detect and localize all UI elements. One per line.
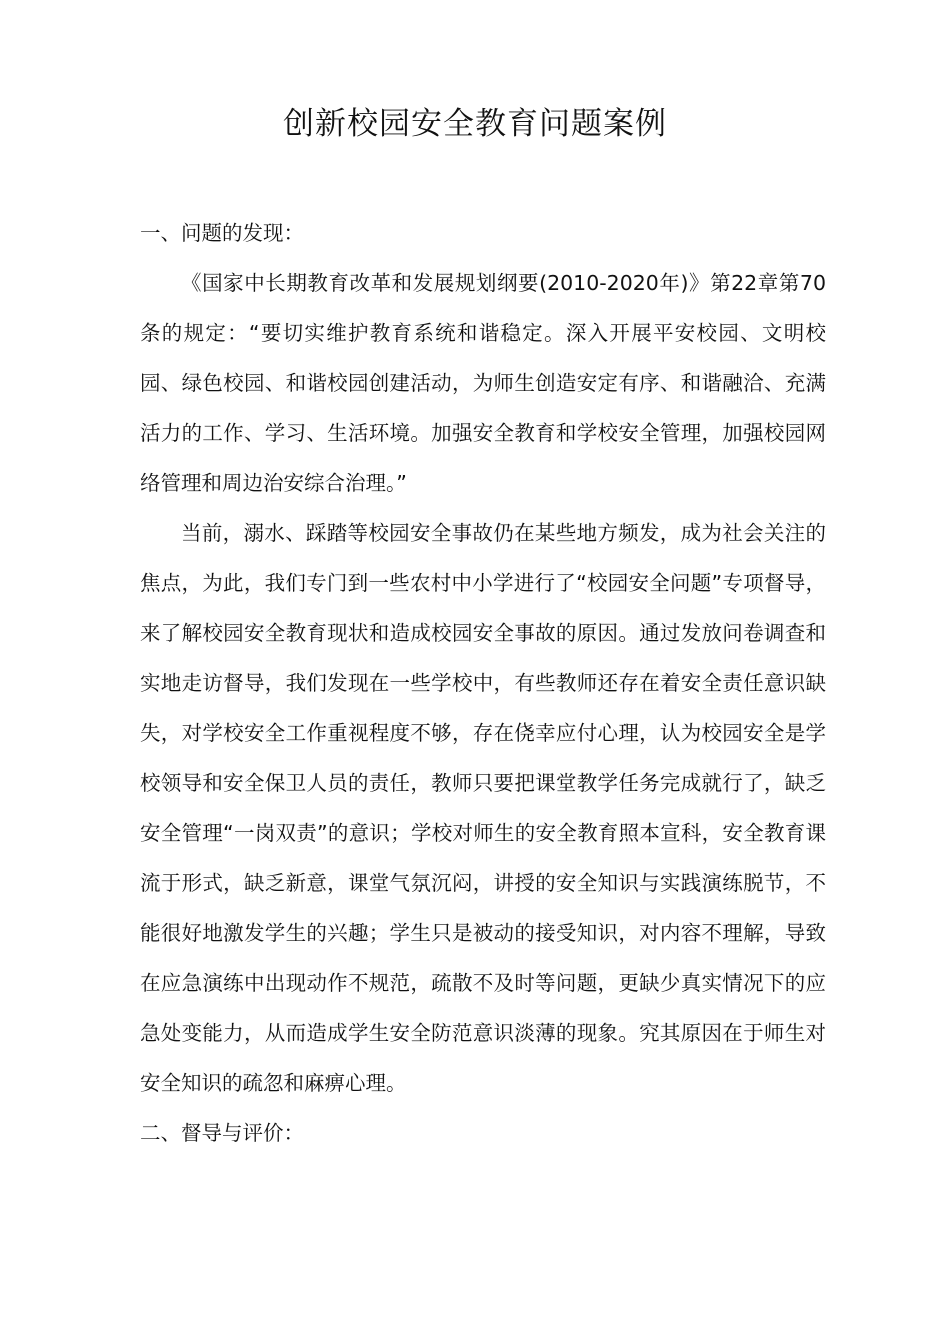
section-heading-supervision: 二、督导与评价： <box>140 1121 304 1145</box>
document-body <box>140 208 826 1158</box>
section-heading-discovery: 一、问题的发现： <box>140 221 304 245</box>
document-title: 创新校园安全教育问题案例 <box>283 106 667 142</box>
paragraph-current-situation: 当前，溺水、踩踏等校园安全事故仍在某些地方频发，成为社会关注的焦点，为此，我们专门到一些农村中小学进行了“校园安全问题”专项督导，来了解校园安全教育现状和造成校园安全事故的原因。通过发放问卷调查和实地走访督导，我们发现在一些学校中，有些教师还存在着安全责任意识缺失，对学校安全工作重视程度不够，存在侥幸应付心理，认为校园安全是学校领导和安全保卫人员的责任，教师只要把课堂教学任务完成就行了，缺乏安全管理“一岗双责”的意识；学校对师生的安全教育照本宣科，安全教育课流于形式，缺乏新意，课堂气氛沉闷，讲授的安全知识与实践演练脱节，不能很好地激发学生的兴趣；学生只是被动的接受知识，对内容不理解，导致在应急演练中出现动作不规范，疏散不及时等问题，更缺少真实情况下的应急处变能力，从而造成学生安全防范意识淡薄的现象。究其原因在于师生对安全知识的疏忽和麻痹心理。 <box>140 521 826 1095</box>
paragraph-policy-quote: 《国家中长期教育改革和发展规划纲要(2010-2020年)》第22章第70条的规定：“要切实维护教育系统和谐稳定。深入开展平安校园、文明校园、绿色校园、和谐校园创建活动，为师生创造安定有序、和谐融洽、充满活力的工作、学习、生活环境。加强安全教育和学校安全管理，加强校园网络管理和周边治安综合治理。” <box>140 271 826 495</box>
